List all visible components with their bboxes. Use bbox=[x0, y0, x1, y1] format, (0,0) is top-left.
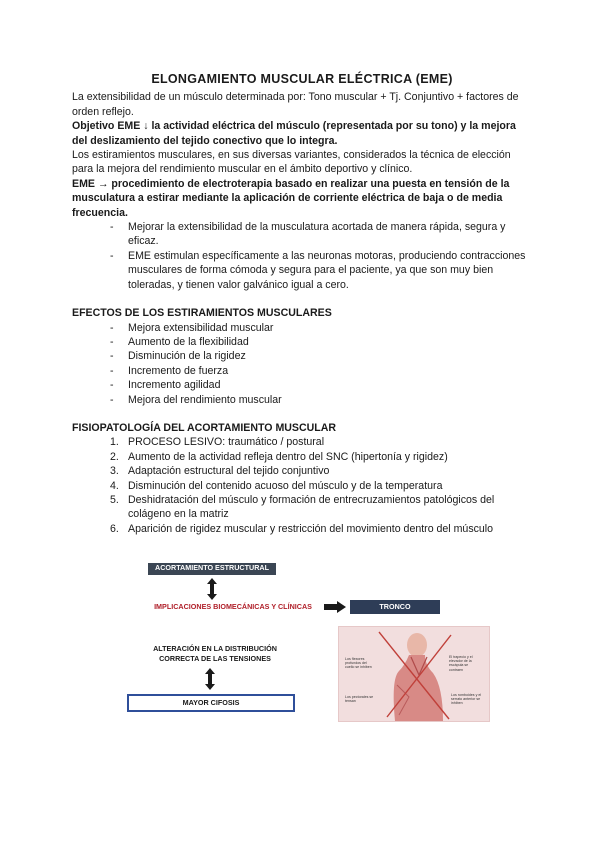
item-text: Aparición de rigidez muscular y restricción del movimiento dentro del músculo bbox=[128, 522, 494, 535]
list-item bbox=[110, 493, 532, 522]
intro-paragraph-1: La extensibilidad de un músculo determinada por: Tono muscular + Tj. Conjuntivo + factores de orden reflejo. bbox=[72, 91, 519, 118]
list-item bbox=[110, 450, 532, 464]
efectos-heading: EFECTOS DE LOS ESTIRAMIENTOS MUSCULARES bbox=[72, 307, 332, 320]
list-item: - Disminución de la rigidez bbox=[110, 349, 532, 363]
list-item: - Mejora del rendimiento muscular bbox=[110, 393, 532, 407]
efectos-list bbox=[72, 321, 532, 407]
torso-figure-icon bbox=[339, 627, 489, 721]
list-item bbox=[110, 479, 532, 493]
intro-paragraph-4: EME → procedimiento de electroterapia basado en realizar una puesta en tensión de la musculatura a estirar mediante la aplicación de corriente eléctrica de baja o de media frecuencia. bbox=[72, 177, 510, 219]
intro-paragraph-2: Objetivo EME ↓ la actividad eléctrica del músculo (representada por su tono) y la mejora del deslizamiento del tejido conectivo que lo integra. bbox=[72, 120, 516, 147]
item-text: PROCESO LESIVO: traumático / postural bbox=[128, 436, 325, 449]
document-page bbox=[72, 72, 532, 536]
item-number: 1. bbox=[110, 436, 119, 449]
double-arrow-icon bbox=[206, 578, 218, 600]
list-item: - Mejorar la extensibilidad de la musculatura acortada de manera rápida, segura y eficaz. bbox=[110, 220, 532, 249]
double-arrow-icon bbox=[204, 668, 216, 690]
document-title: ELONGAMIENTO MUSCULAR ELÉCTRICA (EME) bbox=[151, 72, 453, 86]
image-label: Los pectorales se tensan bbox=[345, 695, 374, 704]
item-number: 4. bbox=[110, 479, 119, 492]
implicaciones-label: IMPLICACIONES BIOMECÁNICAS Y CLÍNICAS bbox=[154, 602, 312, 611]
image-label: Los flexores profundos del cuello se inhiben bbox=[345, 657, 372, 670]
intro-list bbox=[72, 220, 532, 292]
fisio-heading: FISIOPATOLOGÍA DEL ACORTAMIENTO MUSCULAR bbox=[72, 421, 337, 434]
alteracion-label bbox=[135, 644, 295, 664]
list-item bbox=[110, 464, 532, 478]
list-item: - Mejora extensibilidad muscular bbox=[110, 321, 532, 335]
acortamiento-box: ACORTAMIENTO ESTRUCTURAL bbox=[148, 563, 276, 575]
list-item bbox=[110, 435, 532, 449]
list-item: - Incremento agilidad bbox=[110, 378, 532, 392]
image-label: Los romboides y el serrato anterior se inhiben bbox=[451, 693, 482, 706]
item-text: Deshidratación del músculo y formación de entrecruzamientos patológicos del colágeno en la matriz bbox=[128, 493, 495, 521]
image-label: El trapecio y el elevador de la escápula se contraen bbox=[449, 655, 473, 672]
alteracion-line-2: CORRECTA DE LAS TENSIONES bbox=[159, 654, 271, 663]
fisio-list bbox=[72, 435, 532, 536]
alteracion-line-1: ALTERACIÓN EN LA DISTRIBUCIÓN bbox=[153, 644, 277, 653]
tronco-box: TRONCO bbox=[350, 600, 440, 614]
acortamiento-diagram bbox=[120, 560, 500, 720]
list-item: - Incremento de fuerza bbox=[110, 364, 532, 378]
item-text: Disminución del contenido acuoso del músculo y de la temperatura bbox=[128, 479, 443, 492]
cifosis-box: MAYOR CIFOSIS bbox=[127, 694, 295, 712]
posture-illustration bbox=[338, 626, 490, 722]
list-item bbox=[110, 522, 532, 536]
item-number: 2. bbox=[110, 450, 119, 463]
intro-paragraph-3: Los estiramientos musculares, en sus diversas variantes, considerados la técnica de elección para la mejora del rendimiento muscular en el ámbito deportivo y clínico. bbox=[72, 149, 511, 176]
list-item: - EME estimulan específicamente a las neuronas motoras, produciendo contracciones musculares de forma cómoda y segura para el paciente, ya que son muy bien toleradas, y tienen valor galvánico igual a cero. bbox=[110, 249, 532, 292]
item-number: 5. bbox=[110, 493, 119, 506]
item-text: Adaptación estructural del tejido conjuntivo bbox=[128, 465, 330, 478]
list-item: - Aumento de la flexibilidad bbox=[110, 335, 532, 349]
item-text: Aumento de la actividad refleja dentro del SNC (hipertonía y rigidez) bbox=[128, 450, 448, 463]
item-number: 6. bbox=[110, 522, 119, 535]
right-arrow-icon bbox=[324, 601, 346, 613]
item-number: 3. bbox=[110, 465, 119, 478]
